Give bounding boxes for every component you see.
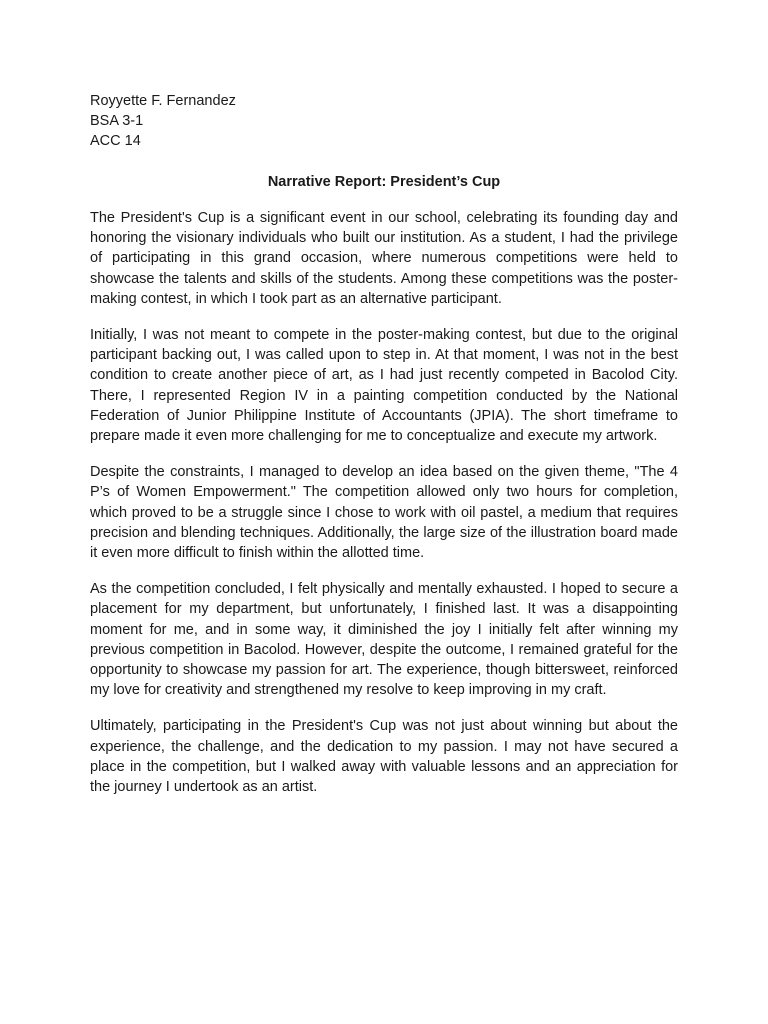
paragraph-5: Ultimately, participating in the President's Cup was not just about winning but about the experience, the challenge, and the dedication to my passion. I may not have secured a place in the competition, but I walked away with valuable lessons and an appreciation for the journey I undertook as an artist.	[90, 718, 678, 796]
author-course: ACC 14	[90, 133, 141, 149]
document-page	[90, 91, 678, 797]
paragraph-1: The President's Cup is a significant event in our school, celebrating its founding day and honoring the visionary individuals who built our institution. As a student, I had the privilege of participating in this grand occasion, where numerous competitions were held to showcase the talents and skills of the students. Among these competitions was the poster-making contest, in which I took part as an alternative participant.	[90, 210, 678, 307]
author-header	[90, 91, 678, 151]
paragraph-2: Initially, I was not meant to compete in the poster-making contest, but due to the original participant backing out, I was called upon to step in. At that moment, I was not in the best condition to create another piece of art, as I had just recently competed in Bacolod City. There, I represented Region IV in a painting competition conducted by the National Federation of Junior Philippine Institute of Accountants (JPIA). The short timeframe to prepare made it even more challenging for me to conceptualize and execute my artwork.	[90, 327, 678, 445]
paragraph-3: Despite the constraints, I managed to develop an idea based on the given theme, "The 4 P’s of Women Empowerment." The competition allowed only two hours for completion, which proved to be a struggle since I chose to work with oil pastel, a medium that requires precision and blending techniques. Additionally, the large size of the illustration board made it even more difficult to finish within the allotted time.	[90, 464, 678, 562]
document-title: Narrative Report: President’s Cup	[267, 174, 501, 190]
author-name: Royyette F. Fernandez	[90, 93, 236, 109]
paragraph-4: As the competition concluded, I felt physically and mentally exhausted. I hoped to secure a placement for my department, but unfortunately, I finished last. It was a disappointing moment for me, and in some way, it diminished the joy I initially felt after winning my previous competition in Bacolod. However, despite the outcome, I remained grateful for the opportunity to showcase my passion for art. The experience, though bittersweet, reinforced my love for creativity and strengthened my resolve to keep improving in my craft.	[90, 581, 678, 699]
author-section: BSA 3-1	[90, 113, 144, 129]
